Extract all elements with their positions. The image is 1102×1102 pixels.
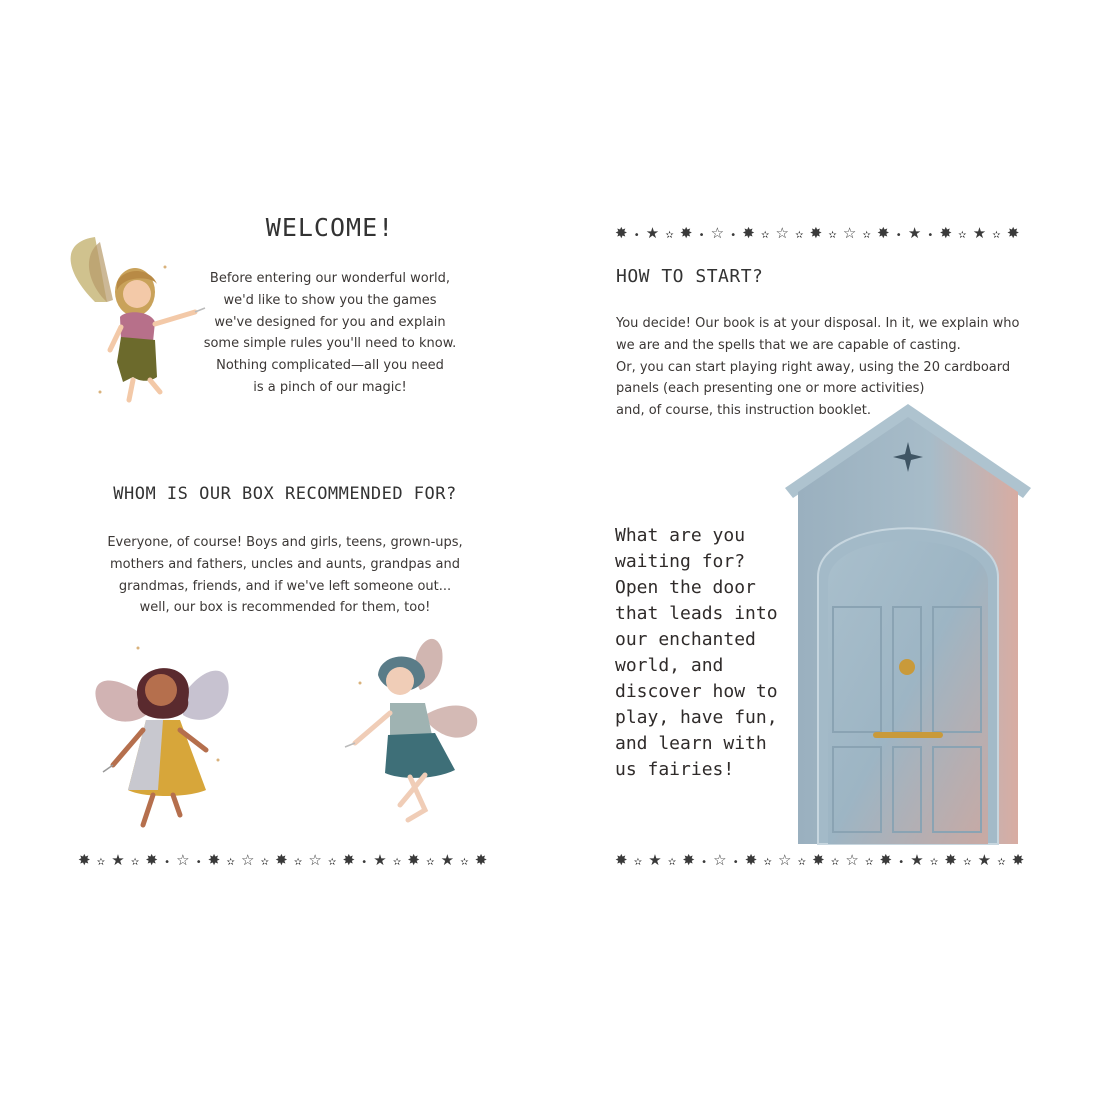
welcome-line: some simple rules you'll need to know.	[203, 336, 457, 352]
fairy-green-dress-illustration	[55, 232, 210, 407]
arched-door-illustration	[783, 402, 1033, 846]
cta-line: our enchanted	[615, 629, 756, 650]
cta-line: discover how to	[615, 681, 778, 702]
whom-title: WHOM IS OUR BOX RECOMMENDED FOR?	[113, 484, 457, 504]
how-line: we are and the spells that we are capable of casting.	[616, 337, 961, 353]
welcome-text	[180, 268, 480, 399]
cta-line: play, have fun,	[615, 707, 778, 728]
welcome-line: Nothing complicated—all you need	[216, 358, 444, 374]
whom-text	[100, 532, 470, 619]
whom-line: grandmas, friends, and if we've left someone out...	[118, 578, 452, 594]
how-to-start-title: HOW TO START?	[616, 266, 764, 287]
cta-line: that leads into	[615, 603, 778, 624]
how-line: panels (each presenting one or more activities)	[616, 381, 925, 397]
star-border-right-bottom: ✸ ✫ ★ ✫ ✸ • ☆ • ✸ ✫ ☆ ✫ ✸ ✫ ☆ ✫ ✸ • ★ ✫ ✸ ✫ ★ ✫ ✸	[615, 851, 1026, 869]
how-line: You decide! Our book is at your disposal. In it, we explain who	[616, 316, 1020, 331]
call-to-action-text	[615, 523, 785, 783]
star-border-right-top: ✸ • ★ ✫ ✸ • ☆ • ✸ ✫ ☆ ✫ ✸ ✫ ☆ ✫ ✸ • ★ • ✸ ✫ ★ ✫ ✸	[615, 224, 1021, 242]
cta-line: us fairies!	[615, 759, 735, 780]
fairy-yellow-dress-illustration	[88, 640, 238, 835]
fairy-blue-hair-illustration	[340, 625, 485, 830]
how-line: and, of course, this instruction booklet.	[616, 403, 871, 419]
cta-line: world, and	[615, 655, 724, 676]
whom-line: Everyone, of course! Boys and girls, teens, grown-ups,	[107, 535, 463, 550]
welcome-line: Before entering our wonderful world,	[209, 271, 451, 286]
welcome-line: we've designed for you and explain	[214, 314, 446, 330]
welcome-title: WELCOME!	[265, 213, 395, 242]
welcome-line: we'd like to show you the games	[223, 292, 437, 308]
welcome-line: is a pinch of our magic!	[253, 379, 407, 395]
cta-line: What are you	[615, 525, 746, 546]
cta-line: and learn with	[615, 733, 767, 754]
how-line: Or, you can start playing right away, using the 20 cardboard	[616, 359, 1011, 375]
star-border-left-bottom: ✸ ✫ ★ ✫ ✸ • ☆ • ✸ ✫ ☆ ✫ ✸ ✫ ☆ ✫ ✸ • ★ ✫ ✸ ✫ ★ ✫ ✸	[78, 851, 489, 869]
cta-line: waiting for?	[615, 551, 746, 572]
whom-line: mothers and fathers, uncles and aunts, grandpas and	[110, 556, 460, 572]
whom-line: well, our box is recommended for them, too!	[139, 600, 431, 616]
cta-line: Open the door	[615, 577, 756, 598]
